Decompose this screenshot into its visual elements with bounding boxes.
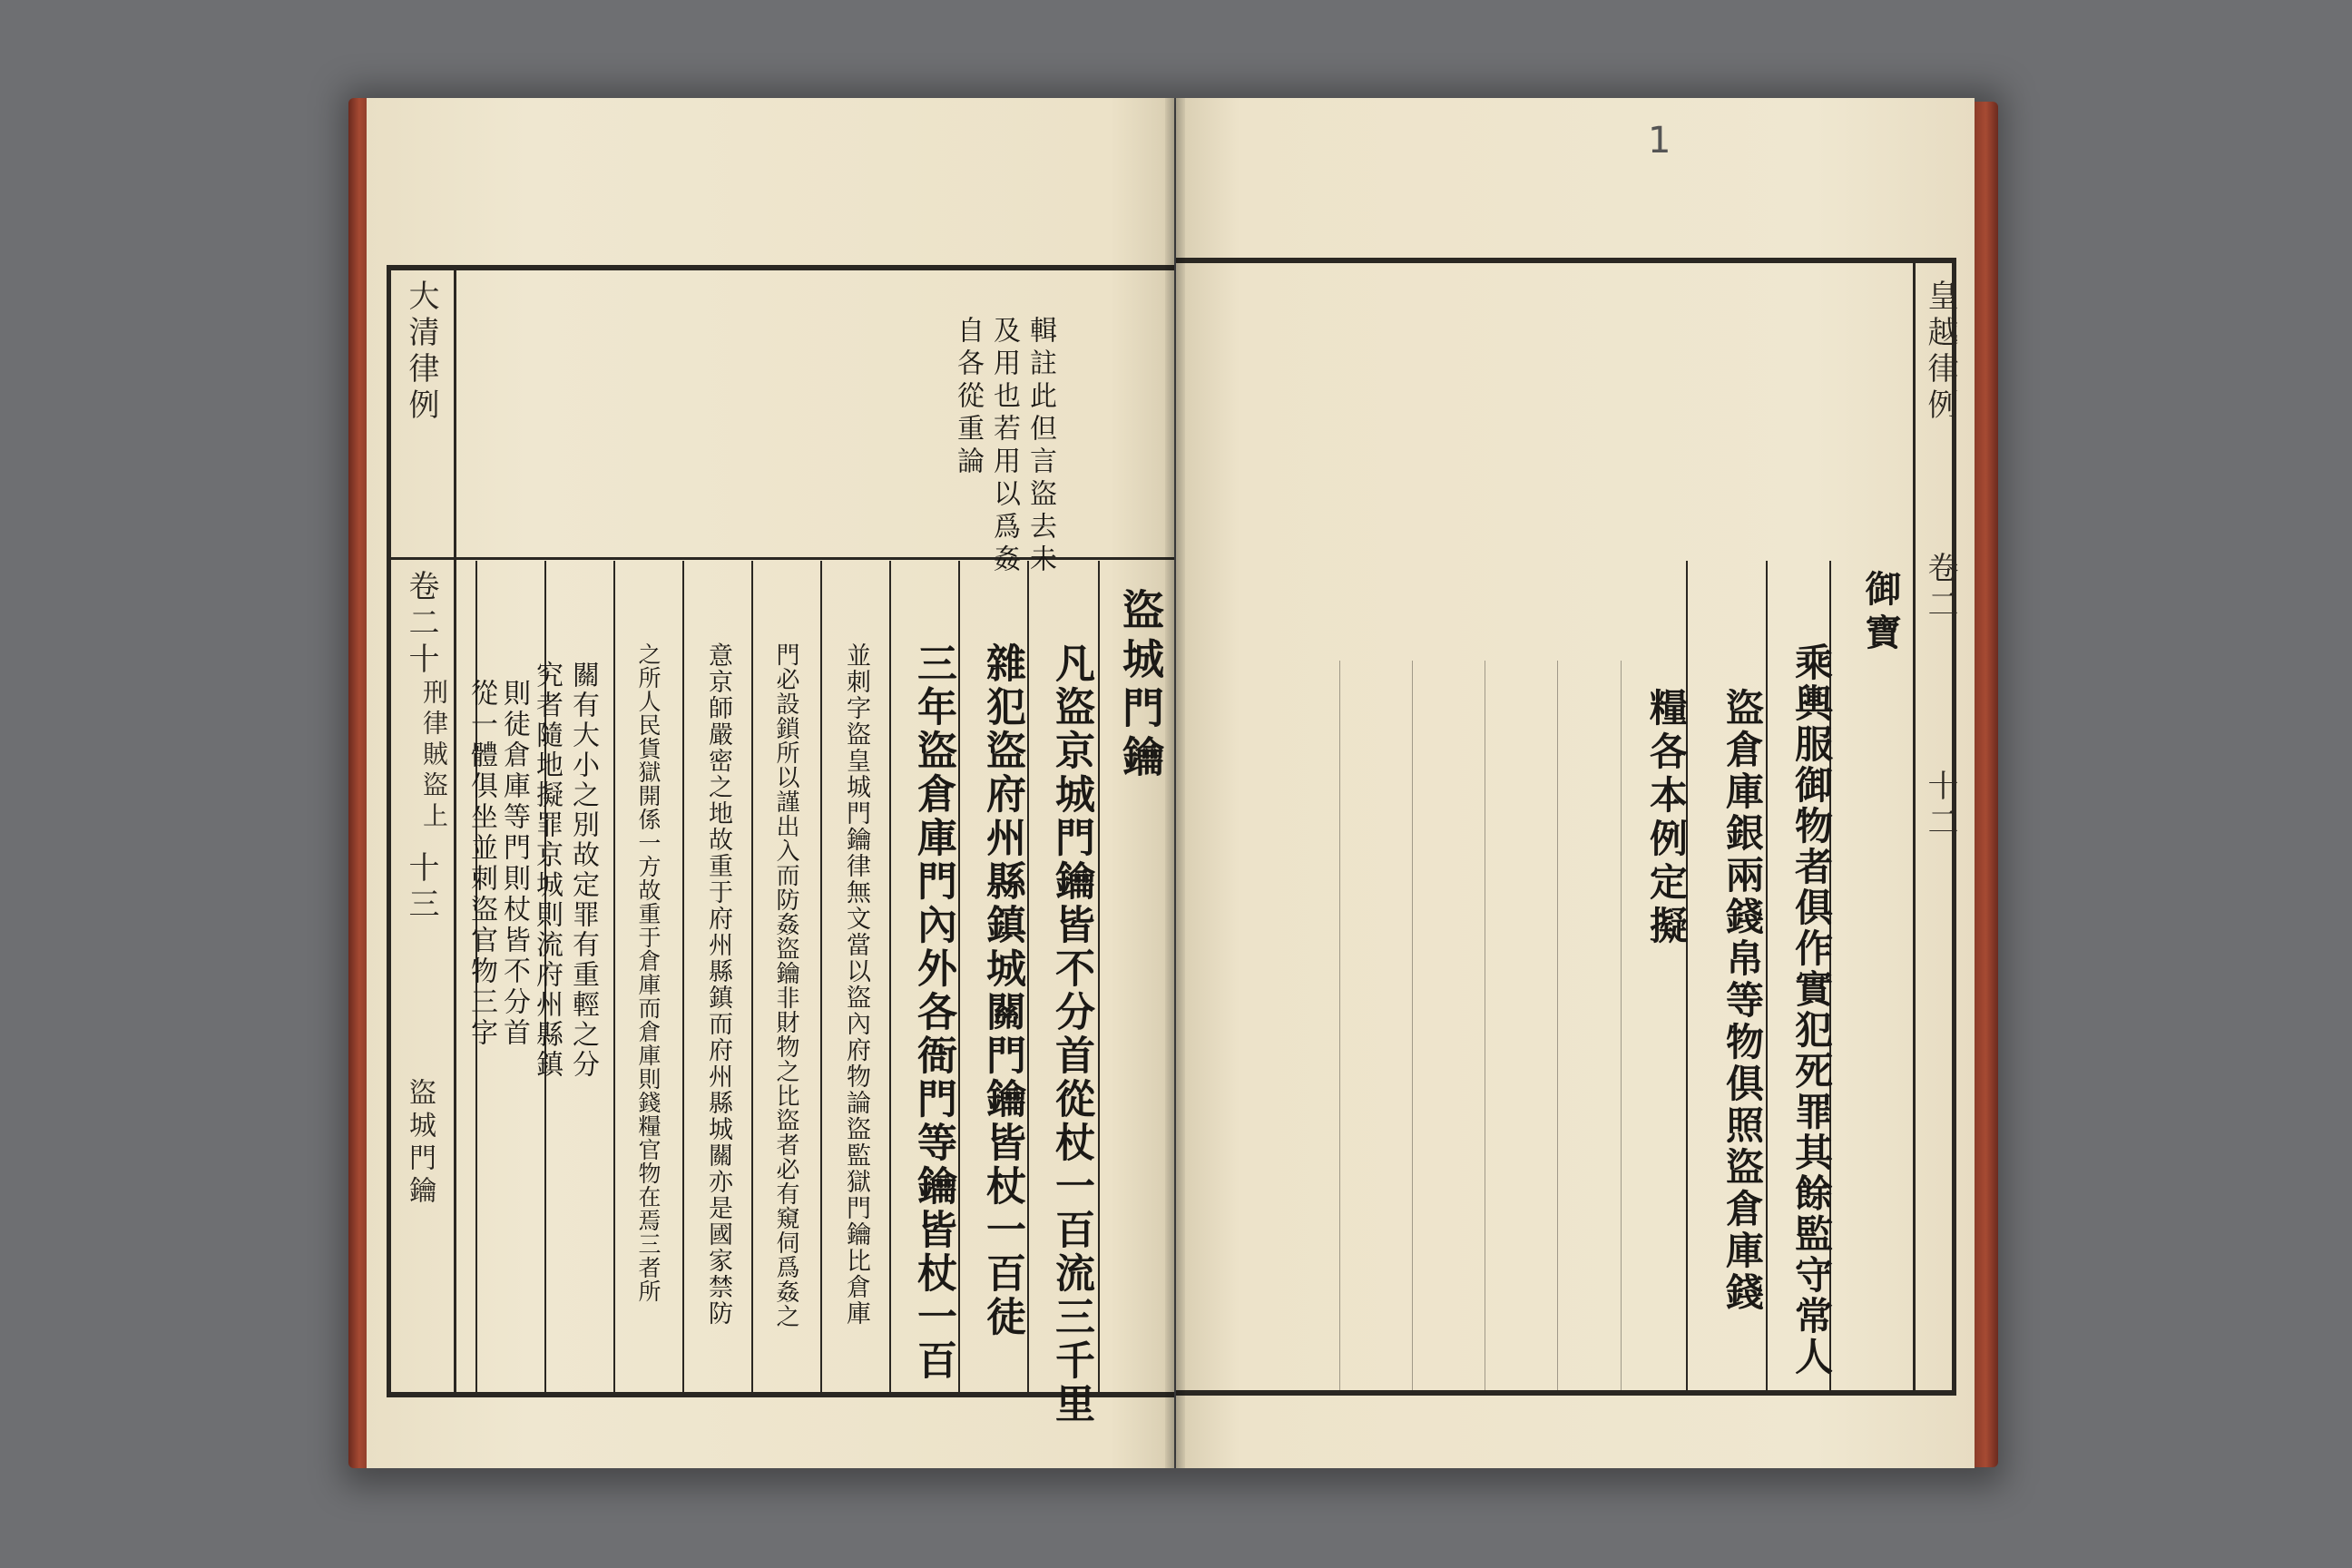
text-column: 並刺字盜皇城門鑰律無文當以盜內府物論盜監獄門鑰比倉庫 bbox=[842, 642, 870, 1327]
text-column: 御寶 bbox=[1859, 570, 1902, 657]
left-margin-section: 盜城門鑰 bbox=[404, 1078, 436, 1209]
left-top-rule bbox=[387, 265, 1174, 270]
text-column: 三年盜倉庫門內外各衙門等鑰皆杖一百 bbox=[910, 642, 956, 1383]
right-margin-title: 皇越律例 bbox=[1922, 279, 1958, 425]
left-page bbox=[367, 98, 1174, 1468]
right-bottom-rule bbox=[1176, 1390, 1956, 1396]
section-title: 盜城門鑰 bbox=[1116, 588, 1165, 784]
left-margin-title: 大清律例 bbox=[403, 279, 439, 425]
text-column: 乘輿服御物者俱作實犯死罪其餘監守常人 bbox=[1789, 642, 1834, 1377]
headnote-line-1: 輯註此但言盜去未 bbox=[1024, 316, 1056, 577]
text-column: 則徒倉庫等門則杖皆不分首 bbox=[498, 679, 530, 1049]
book-gutter bbox=[1165, 98, 1185, 1468]
left-margin-folio: 十三 bbox=[403, 851, 439, 924]
headnote-line-3: 自各從重論 bbox=[952, 316, 984, 479]
right-margin-folio: 十二 bbox=[1922, 769, 1958, 842]
left-margin-juan: 卷二十 bbox=[403, 570, 439, 679]
left-margin-rule bbox=[454, 265, 456, 1397]
text-column: 關有大小之別故定罪有重輕之分 bbox=[567, 661, 599, 1080]
text-column: 之所人民貨獄開係一方故重于倉庫而倉庫則錢糧官物在焉三者所 bbox=[635, 642, 662, 1303]
headnote-line-2: 及用也若用以爲姦 bbox=[988, 316, 1020, 577]
pencil-page-mark: 1 bbox=[1648, 120, 1671, 162]
text-column: 凡盜京城門鑰皆不分首從杖一百流三千里 bbox=[1048, 642, 1094, 1426]
right-top-rule bbox=[1176, 258, 1956, 263]
text-column: 糧各本例定擬 bbox=[1644, 688, 1689, 949]
text-column: 門必設鎖所以謹出入而防姦盜鑰非財物之比盜者必有窺伺爲姦之 bbox=[772, 642, 799, 1328]
text-column: 雜犯盜府州縣鎮城關門鑰皆杖一百徒 bbox=[979, 642, 1025, 1339]
right-margin-rule bbox=[1913, 258, 1916, 1396]
right-page bbox=[1176, 98, 1975, 1468]
text-column: 意京師嚴密之地故重于府州縣鎮而府州縣城關亦是國家禁防 bbox=[704, 642, 732, 1327]
right-margin-juan: 卷二 bbox=[1922, 552, 1958, 624]
left-margin-chapter: 刑律賊盜上 bbox=[419, 679, 449, 833]
left-outer-rule bbox=[387, 265, 391, 1397]
text-column: 盜倉庫銀兩錢帛等物俱照盜倉庫錢 bbox=[1720, 688, 1765, 1314]
text-column: 究者隨地擬罪京城則流府州縣鎮 bbox=[531, 661, 563, 1080]
text-column: 從一體俱坐並刺盜官物三字 bbox=[466, 679, 497, 1049]
